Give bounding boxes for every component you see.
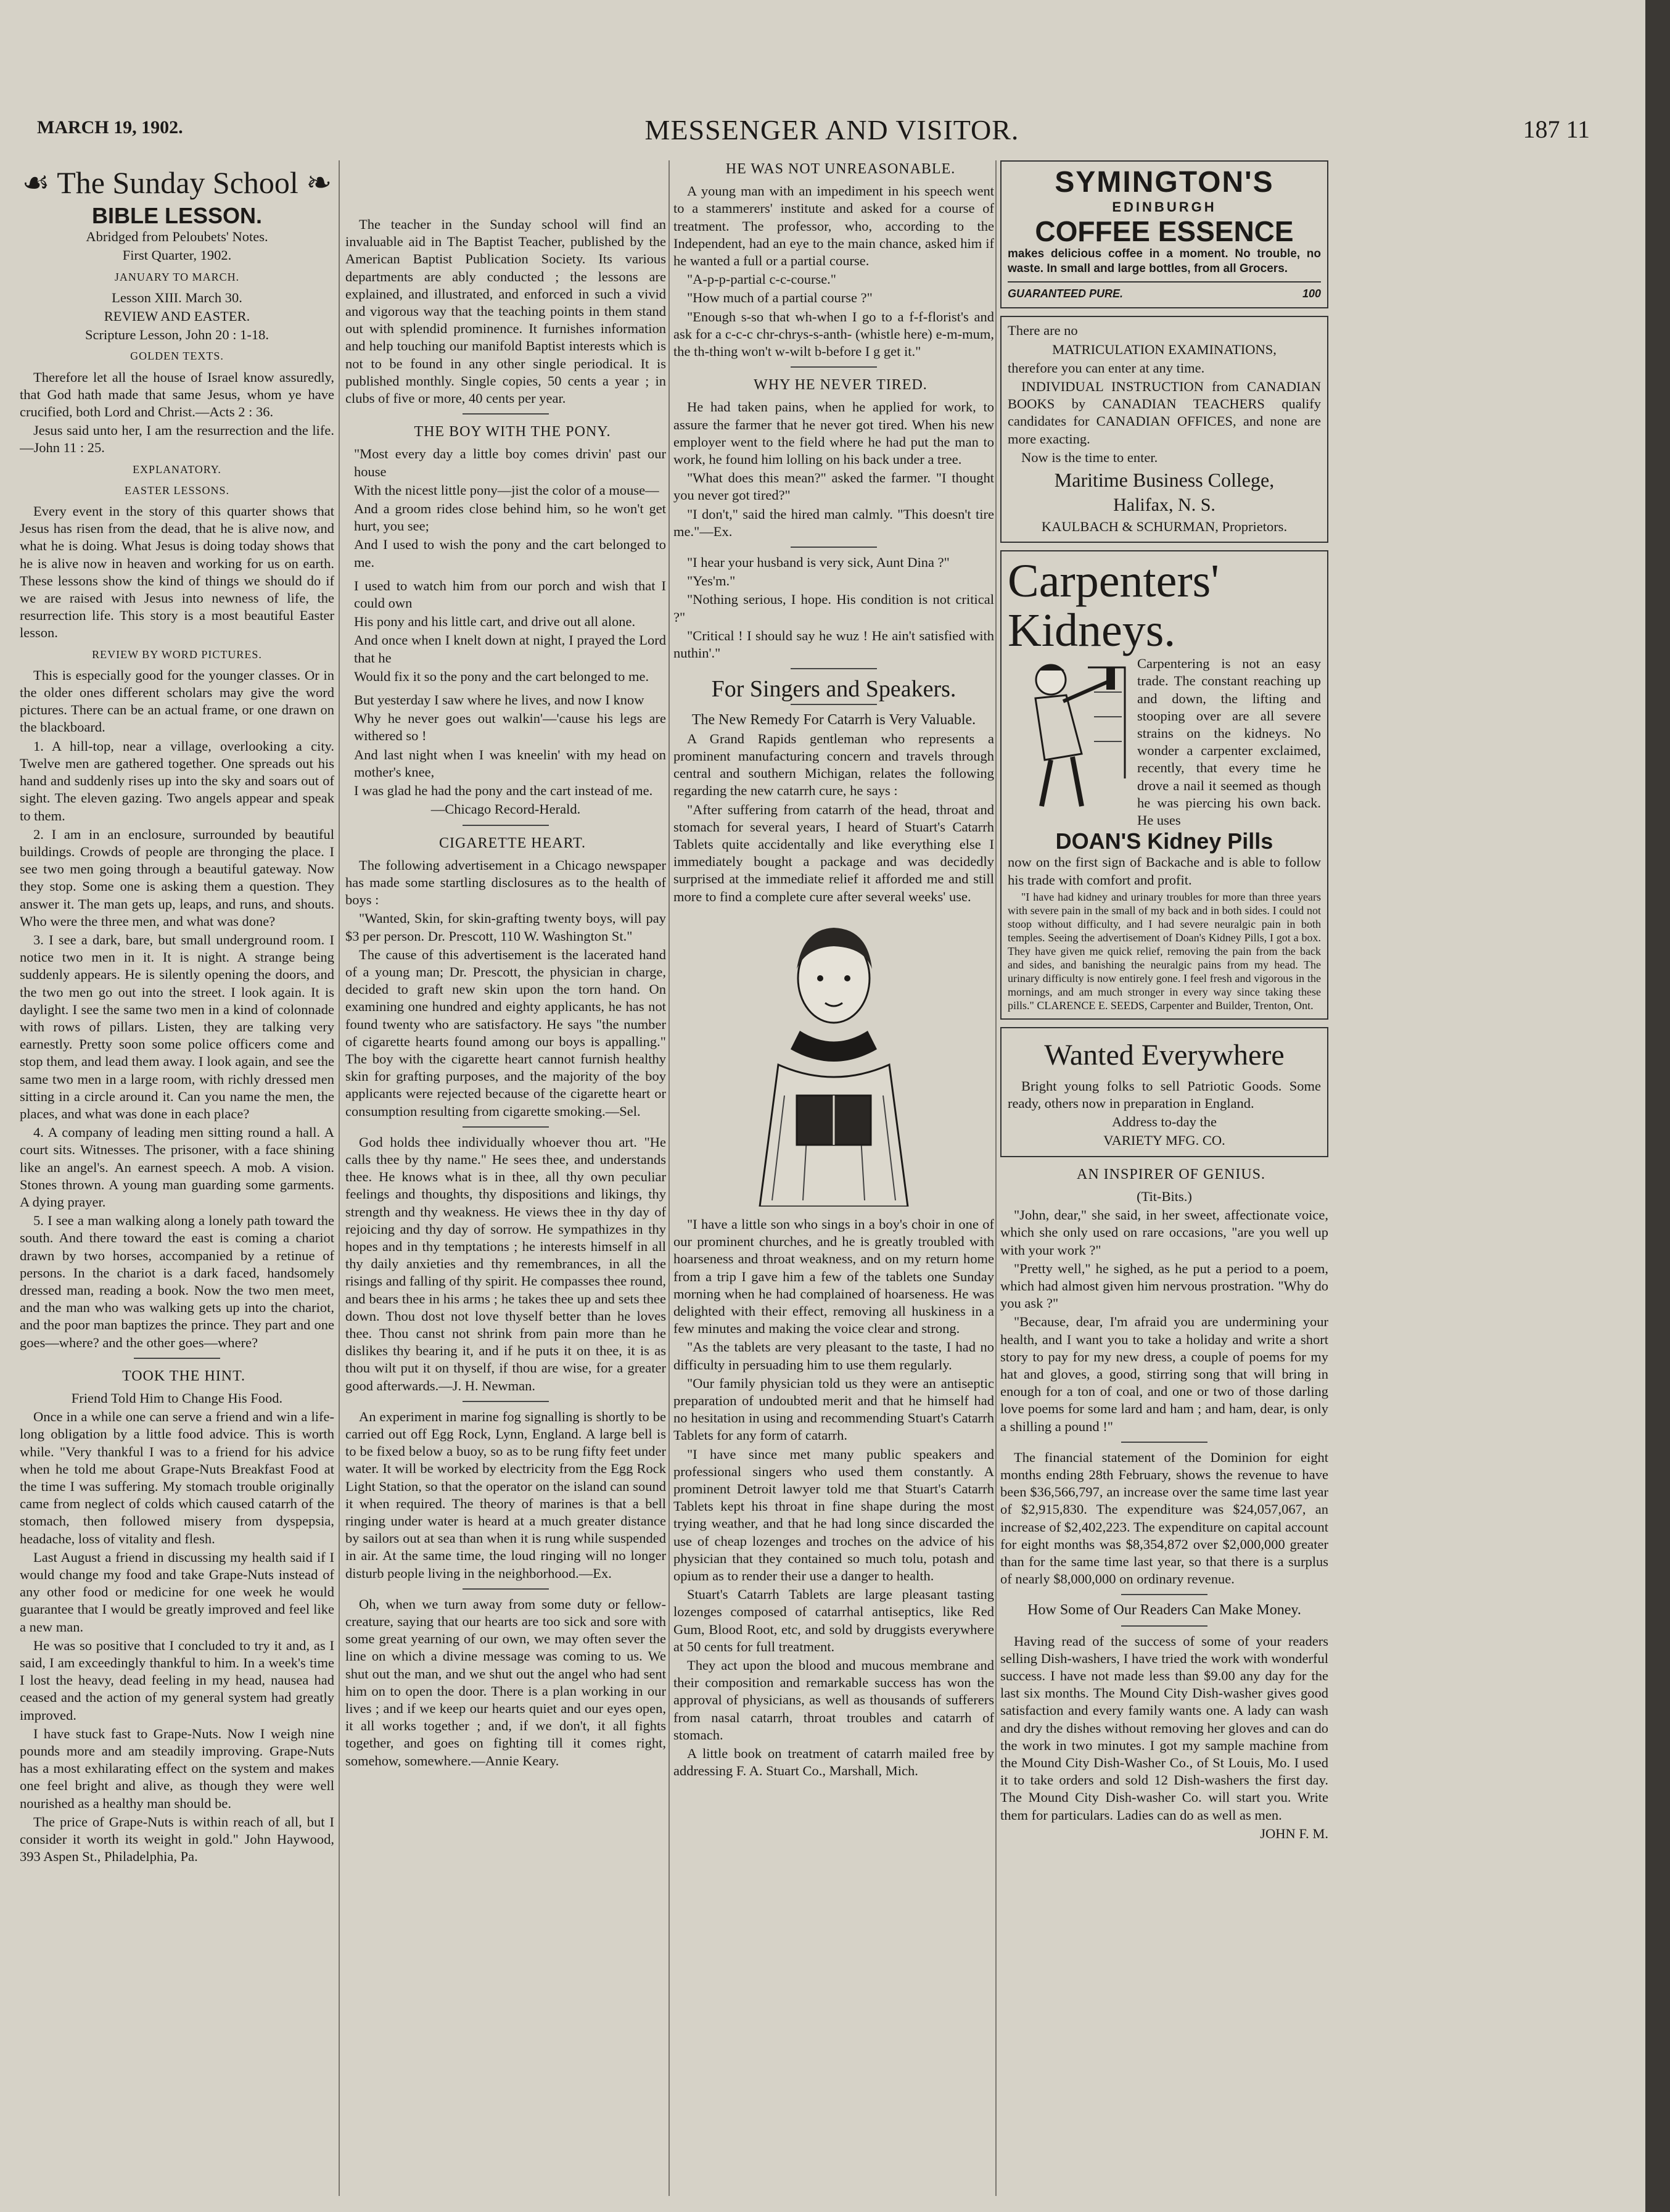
page-number: 187 11 xyxy=(1523,115,1590,143)
singers-paragraph: A Grand Rapids gentleman who represents a prominent manufacturing concern and travels through central and southern Michigan, relates the following regarding the new catarrh cure, he says : xyxy=(673,730,994,799)
singers-paragraph: "I have since met many public speakers and professional singers who used them constantly. A prominent Detroit lawyer told me that Stuart's Catarrh Tablets kept his throat in fine shape during the most trying weather, and that he had long since discarded the use of cheap lozenges and troches on the advice of his physician that they contained so much tolu, potash and opium as to render their use a danger to health. xyxy=(673,1446,994,1583)
abridged-line: Abridged from Peloubets' Notes. xyxy=(86,229,268,245)
aunt-dina-paragraph: "Critical ! I should say he wuz ! He ain't satisfied with nuthin'." xyxy=(673,627,994,661)
divider xyxy=(463,1126,549,1128)
review-item: 5. I see a man walking along a lonely path toward the south. And there toward the east is coming a chariot drawn by two horses, accompanied by a retinue of persons. In the chariot is a dark faced, handsomely dressed man, reading a book. Now the two men meet, and the man who was walking gets up into the chariot, and the poor man baptizes the prince. They part and one goes—where? and the other goes—where? xyxy=(20,1213,334,1350)
poem-line: I used to watch him from our porch and wish that I could own xyxy=(354,577,666,611)
took-hint-paragraph: He was so positive that I concluded to try it and, as I said, I am exceedingly thankful to him. In a week's time I lost the heavy, dead feeling in my head, nausea had ceased and the action of my general system had greatly improved. xyxy=(20,1637,334,1723)
never-tired-paragraph: He had taken pains, when he applied for work, to assure the farmer that he never got tired. When his new employer went to the field where he had put the man to work, he found him lolling on his back under a tree. xyxy=(673,399,994,468)
wanted-address: Address to-day the xyxy=(1112,1114,1217,1130)
poem-line: And I used to wish the pony and the cart belonged to me. xyxy=(354,537,666,570)
wanted-company: VARIETY MFG. CO. xyxy=(1103,1133,1225,1149)
took-hint-paragraph: Once in a while one can serve a friend and win a life-long obligation by a little food advice. This is worth while. "Very thankful I was to a friend for his advice when he told me about Grape-Nuts Breakfast Food at the time I was suffering. My stomach trouble originally came from neglect of colds which caused catarrh of the stomach, then followed misery from dyspepsia, headache, loss of vitality and flesh. xyxy=(20,1409,334,1546)
review-item: 3. I see a dark, bare, but small underground room. I notice two men in it. It is night. A strange being suddenly appears. He is silently opening the doors, and the two men go out into the street. I look again. It is daylight. I see the same two men in a kind of colonnade with rows of pillars. Listen, they are talking very earnestly. Pretty soon some police officers come and stop them, and lead them away. I look again, and see the same two men in a large room, with richly dressed men sitting in a circle around it. Can you name the men, the places, and what was done in each place? xyxy=(20,931,334,1121)
scripture-line: Scripture Lesson, John 20 : 1-18. xyxy=(84,327,269,343)
divider xyxy=(1121,1594,1207,1595)
never-tired-heading: WHY HE NEVER TIRED. xyxy=(754,377,928,394)
god-paragraph: God holds thee individually whoever thou art. "He calls thee by thy name." He sees thee, and understands thee. He knows what is in thee, all thy own peculiar feelings and thoughts, thy dispositions and likings, thy strength and thy weakness. He views thee in thy day of rejoicing and thy day of sorrow. He sympathizes in thy hopes and in thy temptations ; he interests himself in all thy daily anxieties and thy remembrances, in all the risings and falling of thy spirit. He compasses thee round, and bears thee in his arms ; he takes thee up and sets thee down. Thou dost not love thyself better than he loves thee. Thou canst not shrink from pain more than he dislikes thy bearing it, and if he puts it on thee, it is as thou wilt put it on thyself, if thou are wise, for a greater good afterwards.—J. H. Newman. xyxy=(345,1134,666,1393)
divider xyxy=(1121,1442,1207,1443)
genius-paragraph: "Pretty well," he sighed, as he put a period to a poem, which had almost given him nervous prostration. "Why do you ask ?" xyxy=(1000,1260,1328,1311)
money-heading: How Some of Our Readers Can Make Money. xyxy=(1027,1602,1301,1619)
poem-line: And last night when I was kneelin' with my head on mother's knee, xyxy=(354,746,666,780)
never-tired-paragraph: "I don't," said the hired man calmly. "This doesn't tire me."—Ex. xyxy=(673,506,994,539)
symington-ad xyxy=(1000,160,1328,308)
kidneys-title: Kidneys. xyxy=(1008,605,1176,657)
divider xyxy=(1121,1625,1207,1627)
college-line: therefore you can enter at any time. xyxy=(1008,360,1205,376)
poem-line: With the nicest little pony—jist the color of a mouse— xyxy=(354,482,659,498)
money-signature: JOHN F. M. xyxy=(1260,1825,1328,1841)
singers-paragraph: "As the tablets are very pleasant to the taste, I had no difficulty in persuading him to use them regularly. xyxy=(673,1339,994,1372)
singers-paragraph: They act upon the blood and mucous membrane and their composition and remarkable success has won the approval of physicians, as well as thousands of sufferers from nasal catarrh, throat troubles and catarrh of stomach. xyxy=(673,1657,994,1743)
singers-heading: For Singers and Speakers. xyxy=(711,676,956,703)
review-item: 1. A hill-top, near a village, overlooking a city. Twelve men are gathered together. One spreads out his hand and suddenly rises up into the sky and soars out of sight. The eleven gazing. Two angels appear and speak to them. xyxy=(20,738,334,823)
college-proprietors: KAULBACH & SCHURMAN, Proprietors. xyxy=(1041,519,1288,535)
genius-heading: AN INSPIRER OF GENIUS. xyxy=(1076,1166,1266,1182)
carpenters-title: Carpenters' xyxy=(1008,555,1219,608)
divider xyxy=(134,1358,220,1359)
months-line: JANUARY TO MARCH. xyxy=(114,270,240,283)
singers-paragraph: "I have a little son who sings in a boy's choir in one of our prominent churches, and he is greatly troubled with hoarseness and throat weakness, and on my return home from a trip I gave him a few of the tablets one Sunday morning when he had complained of hoarseness. He was delighted with their effect, removing all huskiness in a few minutes and making the voice clear and strong. xyxy=(673,1216,994,1337)
symington-city: EDINBURGH xyxy=(1112,199,1217,215)
oh-when-paragraph: Oh, when we turn away from some duty or fellow-creature, saying that our hearts are too sick and sore with some great yearning of our own, we may often sever the line on which a divine message was coming to us. We shut out the man, and we shut out the angel who had sent him on to open the door. There is a plan working in our lives ; and if we keep our hearts quiet and our eyes open, it all works together ; and, if we don't, it all fights together, and goes on fighting till it comes right, somehow, somewhere.—Annie Keary. xyxy=(345,1596,666,1768)
divider xyxy=(463,413,549,415)
column-rule xyxy=(339,160,340,2196)
masthead-title: MESSENGER AND VISITOR. xyxy=(644,114,1019,146)
took-hint-paragraph: The price of Grape-Nuts is within reach of all, but I consider it worth its weight in gold." John Haywood, 393 Aspen St., Philadelphia, Pa. xyxy=(20,1814,334,1865)
carpenter-paragraph: Carpentering is not an easy trade. The constant reaching up and down, the lifting and stooping over are all severe strains on the kidneys. No wonder a carpenter exclaimed, recently, that every time he drove a nail it seemed as though he was piercing his own back. He uses xyxy=(1137,656,1321,828)
unreasonable-paragraph: "Enough s-so that wh-when I go to a f-f-florist's and ask for a c-c-c chr-chrys-s-anth- (whistle here) e-m-mum, the th-thing won't w-wilt b-before I g get it." xyxy=(673,308,994,360)
took-hint-paragraph: I have stuck fast to Grape-Nuts. Now I weigh nine pounds more and am steadily improving. Grape-Nuts has a most exhilarating effect on the system and makes one feel bright and alive, as though they were well nourished as a healthy man should be. xyxy=(20,1725,334,1811)
golden-texts-heading: GOLDEN TEXTS. xyxy=(130,350,224,363)
review-intro: This is especially good for the younger classes. Or in the older ones different scholars may give the word pictures. There can be an actual frame, or one drawn on the blackboard. xyxy=(20,667,334,735)
college-line: Now is the time to enter. xyxy=(1021,449,1158,465)
divider xyxy=(791,366,877,368)
poem-line: Would fix it so the pony and the cart belonged to me. xyxy=(354,668,649,684)
scan-edge xyxy=(1645,0,1670,2212)
quarter-line: First Quarter, 1902. xyxy=(122,247,232,263)
guaranteed-label: GUARANTEED PURE. xyxy=(1008,287,1124,300)
singers-paragraph: A little book on treatment of catarrh mailed free by addressing F. A. Stuart Co., Marshall, Mich. xyxy=(673,1746,994,1779)
never-tired-paragraph: "What does this mean?" asked the farmer. "I thought you never got tired?" xyxy=(673,470,994,503)
wanted-ad xyxy=(1000,1027,1328,1157)
review-word-heading: REVIEW BY WORD PICTURES. xyxy=(92,648,262,661)
college-line: INDIVIDUAL INSTRUCTION from CANADIAN BOOKS by CANADIAN TEACHERS qualify candidates for CANADIAN OFFICES, and none are more exacting. xyxy=(1008,379,1321,447)
divider xyxy=(463,1588,549,1590)
column-1 xyxy=(20,160,334,2196)
column-3 xyxy=(673,160,994,2196)
page-header xyxy=(37,114,1627,148)
issue-date: MARCH 19, 1902. xyxy=(37,117,183,138)
poem-line: And once when I knelt down at night, I prayed the Lord that he xyxy=(354,632,666,666)
college-line: There are no xyxy=(1008,323,1078,339)
poem-source: —Chicago Record-Herald. xyxy=(430,801,581,817)
easter-paragraph: Every event in the story of this quarter shows that Jesus has risen from the dead, that he is alive now, and what he is doing. What Jesus is doing today shows that he is alive now in heaven and working for us on earth. These lessons show the kind of things we should do if we are raised with Jesus into newness of life, the resurrection life. This story is a most beautiful Easter lesson. xyxy=(20,503,334,641)
doans-brand: DOAN'S Kidney Pills xyxy=(1055,828,1273,854)
singers-paragraph: "Our family physician told us they were an antiseptic preparation of undoubted merit and that he himself had no hesitation in using and recommending Stuart's Catarrh Tablets for any form of catarrh. xyxy=(673,1375,994,1443)
business-college-ad xyxy=(1000,316,1328,543)
boy-pony-heading: THE BOY WITH THE PONY. xyxy=(414,424,611,440)
review-heading: REVIEW AND EASTER. xyxy=(104,308,250,324)
column-rule xyxy=(995,160,997,2196)
genius-paragraph: "Because, dear, I'm afraid you are undermining your health, and I want you to take a holiday and write a short story to pay for my new dress, a couple of poems for my hat and gloves, a good, stirring song that will bring in enough for a ton of coal, and one or two of those darling love poems for some lard and ham ; and ham, dear, is only a shilling a pound !" xyxy=(1000,1314,1328,1434)
doans-ad xyxy=(1000,550,1328,1020)
financial-paragraph: The financial statement of the Dominion for eight months ending 28th February, shows the revenue to have been $36,566,797, an increase over the same time last year of $2,915,830. The expenditure was $24,057,067, an increase of $2,402,223. The expenditure on capital account for eight months was $8,354,872 over $2,000,000 greater than for the same time last year, so that there is a surplus of nearly $8,000,000 on ordinary revenue. xyxy=(1000,1449,1328,1587)
bible-lesson-heading: BIBLE LESSON. xyxy=(91,203,263,228)
symington-title: SYMINGTON'S xyxy=(1055,166,1274,199)
spacer xyxy=(345,160,666,216)
divider xyxy=(791,668,877,669)
column-4 xyxy=(1000,160,1328,2196)
ad-number: 100 xyxy=(1302,287,1321,300)
aunt-dina-paragraph: "I hear your husband is very sick, Aunt Dina ?" xyxy=(687,555,950,571)
unreasonable-paragraph: "A-p-p-partial c-c-course." xyxy=(687,271,836,287)
poem-line: But yesterday I saw where he lives, and now I know xyxy=(354,692,644,708)
carpenter-illustration xyxy=(1008,655,1131,814)
poem-line: Why he never goes out walkin'—'cause his legs are withered so ! xyxy=(354,711,666,744)
unreasonable-paragraph: "How much of a partial course ?" xyxy=(687,290,873,306)
unreasonable-paragraph: A young man with an impediment in his speech went to a stammerers' institute and asked for a course of treatment. The professor, who, according to the Independent, had an eye to the main chance, asked him if he wanted a full or a partial course. xyxy=(673,183,994,269)
cigarette-heading: CIGARETTE HEART. xyxy=(438,835,586,851)
aunt-dina-paragraph: "Nothing serious, I hope. His condition is not critical ?" xyxy=(673,592,994,625)
divider xyxy=(463,1401,549,1402)
cigarette-paragraph: The cause of this advertisement is the lacerated hand of a young man; Dr. Prescott, the physician in charge, decided to graft new skin upon the torn hand. On examining one hundred and eighty applicants, he has not found twenty who are satisfactory. He says "the number of cigarette hearts found among our boys is appalling." The boy with the cigarette heart cannot furnish healthy skin for grafting purposes, and the majority of the boy applicants were rejected because of the cigarette heart or consumption resulting from cigarette smoking.—Sel. xyxy=(345,946,666,1119)
section-title: ☙ The Sunday School ❧ xyxy=(22,165,332,200)
poem-line: And a groom rides close behind him, so he won't get hurt, you see; xyxy=(354,501,666,534)
review-item: 4. A company of leading men sitting round a hall. A court sits. Witnesses. The prisoner, with a face shining like an angel's. An earnest speech. A mob. A vision. Stones thrown. A young man guarding some garments. A dying prayer. xyxy=(20,1125,334,1210)
golden-text-1: Therefore let all the house of Israel know assuredly, that God hath made that same Jesus, whom ye have crucified, both Lord and Christ.—Acts 2 : 36. xyxy=(20,369,334,420)
divider xyxy=(791,547,877,548)
took-hint-subheading: Friend Told Him to Change His Food. xyxy=(71,1390,283,1406)
poem-line: "Most every day a little boy comes drivin' past our house xyxy=(354,446,666,479)
poem-line: His pony and his little cart, and drive out all alone. xyxy=(354,614,636,630)
easter-lessons-heading: EASTER LESSONS. xyxy=(124,484,230,497)
cigarette-paragraph: The following advertisement in a Chicago newspaper has made some startling disclosures as to the health of boys : xyxy=(345,857,666,908)
coffee-essence-title: COFFEE ESSENCE xyxy=(1035,215,1294,248)
singers-paragraph: Stuart's Catarrh Tablets are large pleasant tasting lozenges composed of catarrhal antiseptics, like Red Gum, Blood Root, etc, and sold by druggists everywhere at 50 cents for full treatment. xyxy=(673,1587,994,1654)
singers-paragraph: "After suffering from catarrh of the head, throat and stomach for several years, I heard of Stuart's Catarrh Tablets quite accidentally and like everything else I immediately bought a package and was decidedly surprised at the immediate relief it afforded me and still more to find a complete cure after several weeks' use. xyxy=(673,801,994,904)
column-rule xyxy=(668,160,670,2196)
genius-source: (Tit-Bits.) xyxy=(1137,1188,1192,1204)
took-hint-paragraph: Last August a friend in discussing my health said if I would change my food and take Grape-Nuts instead of any other food or medicine for one week he would guarantee that I would be greatly improved and feel like a new man. xyxy=(20,1549,334,1635)
symington-tagline: makes delicious coffee in a moment. No trouble, no waste. In small and large bottles, from all Grocers. xyxy=(1008,247,1321,276)
column-2 xyxy=(345,160,666,2196)
choir-boy-illustration xyxy=(673,910,994,1211)
testimonial: "I have had kidney and urinary troubles for more than three years with severe pain in the small of my back and in both sides. I could not stoop without difficulty, and I had severe neuralgic pain in both temples. Seeing the advertisement of Doan's Kidney Pills, I got a box. They have given me quick relief, removing the pain from the back and sides, and banishing the neuralgic pains from my head. The urinary difficulty is now entirely gone. I feel fresh and vigorous in the mornings, and am much stronger in every way since taking these pills." CLARENCE E. SEEDS, Carpenter and Builder, Trenton, Ont. xyxy=(1008,890,1321,1012)
money-paragraph: Having read of the success of some of your readers selling Dish-washers, I have tried the work with wonderful success. I have not made less than $9.00 any day for the last six months. The Mound City Dish-washer gives good satisfaction and every family wants one. A lady can wash and dry the dishes without removing her gloves and can do the work in two minutes. I got my sample machine from the Mound City Dish-Washer Co., of St Louis, Mo. I used it to take orders and sold 12 Dish-washers the first day. The Mound City Dish-washer Co. will start you. Write them for particulars. Ladies can do as well as men. xyxy=(1000,1633,1328,1823)
divider xyxy=(463,825,549,826)
singers-subheading: The New Remedy For Catarrh is Very Valuable. xyxy=(691,712,976,728)
college-name: Maritime Business College, xyxy=(1054,469,1275,492)
teacher-paragraph: The teacher in the Sunday school will find an invaluable aid in The Baptist Teacher, published by the American Baptist Publication Society. Its various departments are ably conducted ; the lessons are explained, and illustrated, and enforced in such a vivid and vigorous way that the teaching points in them stand out with splendid prominence. It furnishes information and help touching our manifold Baptist interests which is not to be found in any other single periodical. It is published monthly. Single copies, 50 cents a year ; in clubs of five or more, 40 cents per year. xyxy=(345,217,666,406)
wanted-title: Wanted Everywhere xyxy=(1044,1038,1285,1071)
lesson-line: Lesson XIII. March 30. xyxy=(112,289,242,305)
review-item: 2. I am in an enclosure, surrounded by beautiful buildings. Crowds of people are thronging the place. I see two men going through a beautiful gateway. Now they stop. Some one is asking them a question. They answer it. The man gets up, leaps, and runs, and shouts. Who were the three men, and what was done? xyxy=(20,826,334,929)
marine-paragraph: An experiment in marine fog signalling is shortly to be carried out off Egg Rock, Lynn, England. A large bell is to be fixed below a buoy, so as to be rung fifty feet under water. It will be worked by electricity from the Egg Rock Light Station, so that the operator on the island can sound it when required. The theory of marines is that a bell ringing under water is heard at a much greater distance by sailors out at sea than when it is rung while suspended in air. At the same time, the loud ringing will no longer disturb people living in the neighborhood.—Ex. xyxy=(345,1408,666,1581)
took-hint-heading: TOOK THE HINT. xyxy=(122,1368,245,1384)
poem xyxy=(345,445,666,799)
aunt-dina-paragraph: "Yes'm." xyxy=(687,573,736,589)
symington-footer xyxy=(1008,281,1321,302)
poem-line: I was glad he had the pony and the cart instead of me. xyxy=(354,783,653,799)
cigarette-paragraph: "Wanted, Skin, for skin-grafting twenty boys, will pay $3 per person. Dr. Prescott, 110 W. Washington St." xyxy=(345,910,666,944)
genius-paragraph: "John, dear," she said, in her sweet, affectionate voice, which she only used on rare occasions, "are you well up with your work ?" xyxy=(1000,1207,1328,1258)
wanted-paragraph: Bright young folks to sell Patriotic Goods. Some ready, others now in preparation in England. xyxy=(1008,1078,1321,1112)
doans-paragraph: now on the first sign of Backache and is able to follow his trade with comfort and profit. xyxy=(1008,854,1321,888)
unreasonable-heading: HE WAS NOT UNREASONABLE. xyxy=(725,161,956,177)
college-city: Halifax, N. S. xyxy=(1113,495,1215,516)
golden-text-2: Jesus said unto her, I am the resurrection and the life.—John 11 : 25. xyxy=(20,423,334,456)
divider xyxy=(791,704,877,705)
explanatory-heading: EXPLANATORY. xyxy=(133,463,221,476)
college-line: MATRICULATION EXAMINATIONS, xyxy=(1052,341,1277,357)
